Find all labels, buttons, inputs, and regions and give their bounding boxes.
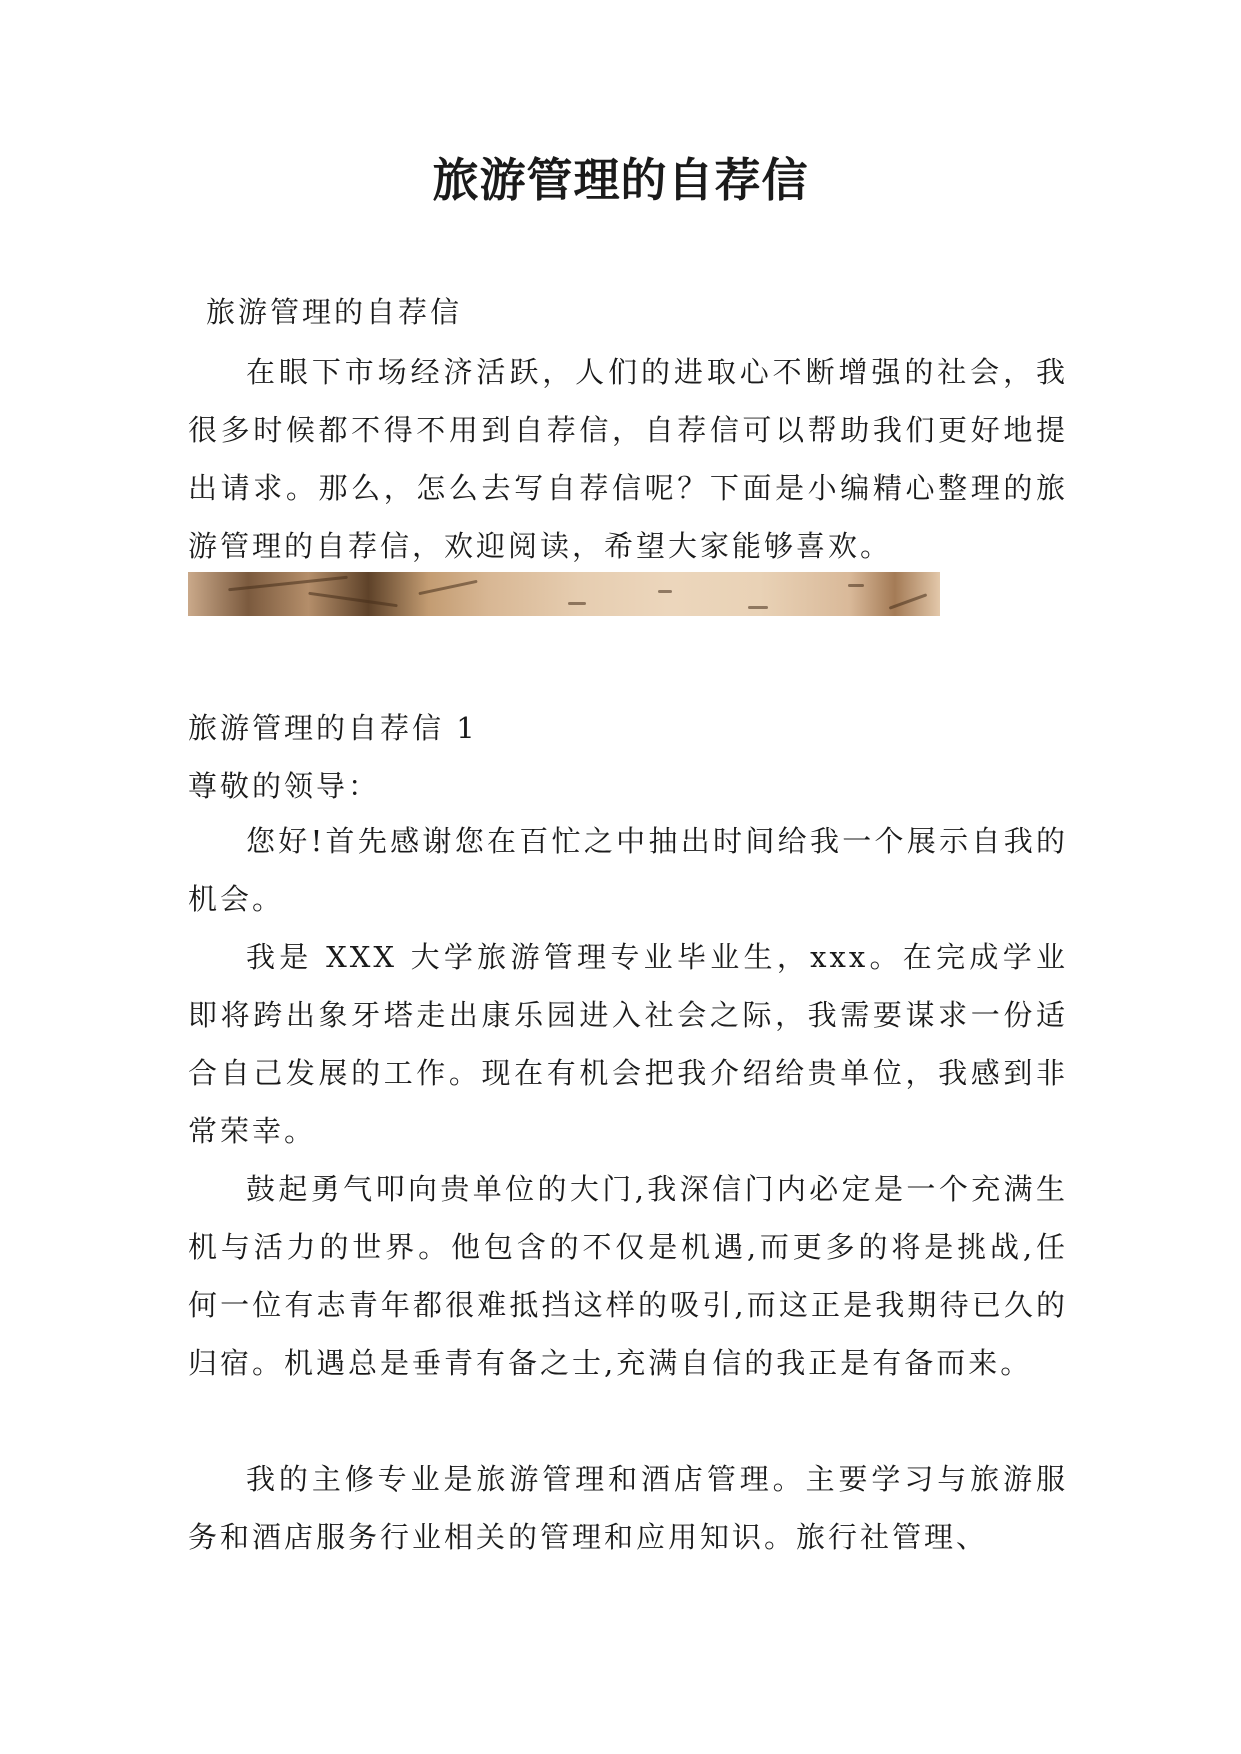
body-paragraph: 鼓起勇气叩向贵单位的大门,我深信门内必定是一个充满生机与活力的世界。他包含的不仅是机遇,而更多的将是挑战,任何一位有志青年都很难抵挡这样的吸引,而这正是我期待已久的归宿。机遇总是垂青有备之士,充满自信的我正是有备而来。 — [188, 1172, 1068, 1380]
document-subtitle: 旅游管理的自荐信 — [206, 295, 463, 329]
document-title: 旅游管理的自荐信 — [432, 153, 809, 207]
body-paragraph: 您好!首先感谢您在百忙之中抽出时间给我一个展示自我的机会。 — [188, 824, 1068, 916]
section-heading: 旅游管理的自荐信 1 — [188, 711, 478, 745]
body-paragraph: 我的主修专业是旅游管理和酒店管理。主要学习与旅游服务和酒店服务行业相关的管理和应用知识。旅行社管理、 — [188, 1462, 1068, 1554]
salutation: 尊敬的领导： — [188, 769, 381, 803]
body-paragraph: 我是 XXX 大学旅游管理专业毕业生，xxx。在完成学业即将跨出象牙塔走出康乐园进入社会之际，我需要谋求一份适合自己发展的工作。现在有机会把我介绍给贵单位，我感到非常荣幸。 — [188, 940, 1068, 1148]
intro-paragraph: 在眼下市场经济活跃，人们的进取心不断增强的社会，我很多时候都不得不用到自荐信，自荐信可以帮助我们更好地提出请求。那么，怎么去写自荐信呢？下面是小编精心整理的旅游管理的自荐信，欢迎阅读，希望大家能够喜欢。 — [188, 355, 1068, 563]
decorative-banner-image — [188, 572, 940, 616]
